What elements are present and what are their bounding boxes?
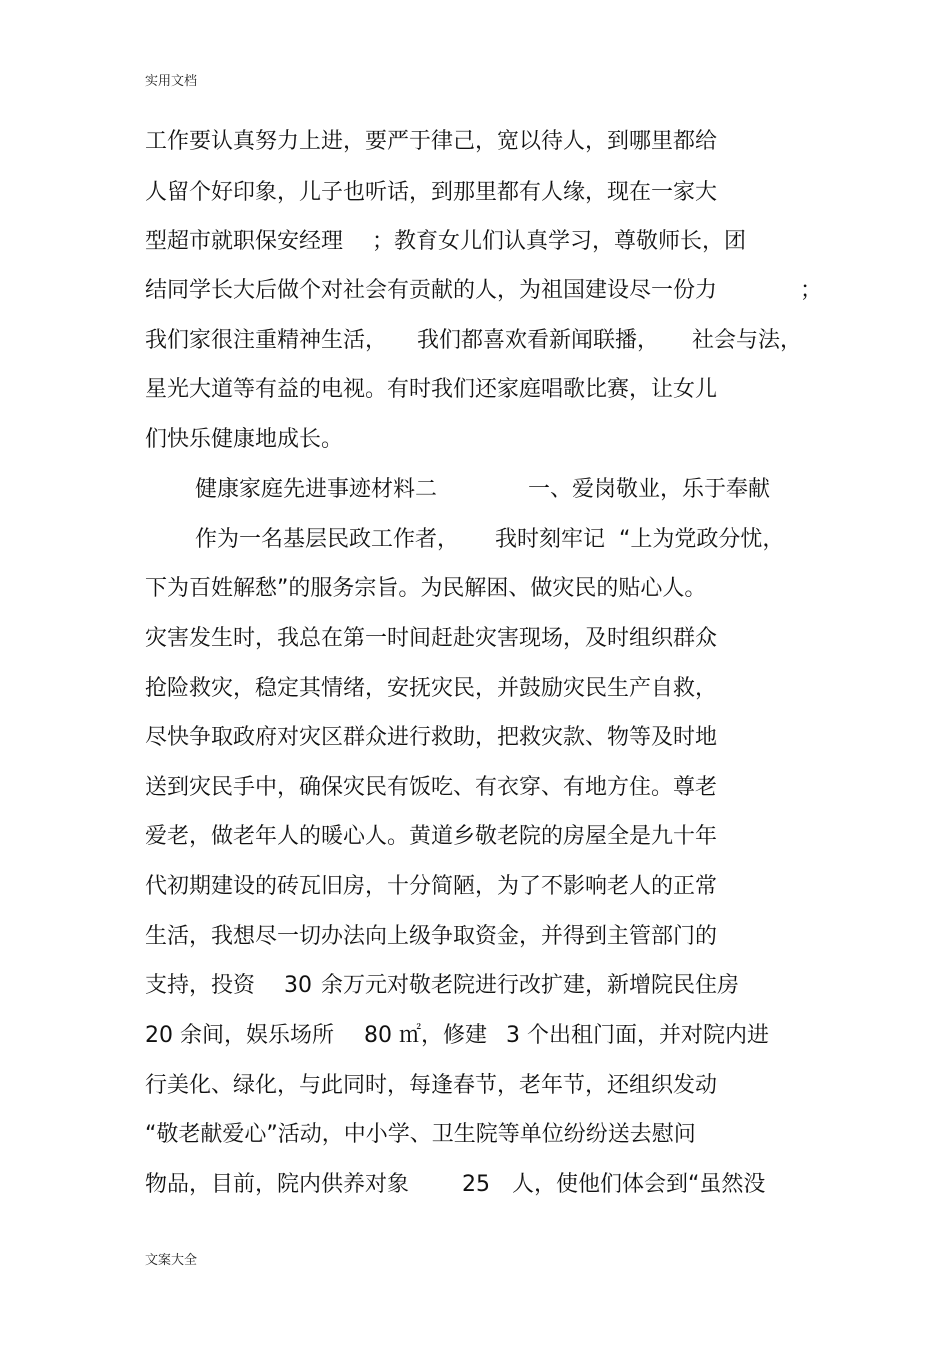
text-line: [0, 173, 950, 213]
text-segment: 3 个出租门面，并对院内进: [506, 1023, 769, 1048]
text-segment: 送到灾民手中，确保灾民有饭吃、有衣穿、有地方住。尊老: [145, 775, 718, 800]
text-line: [0, 619, 950, 659]
text-segment: 抢险救灾，稳定其情绪，安抚灾民，并鼓励灾民生产自救，: [145, 676, 718, 701]
text-line: [0, 768, 950, 808]
text-segment: 结同学长大后做个对社会有贡献的人，为祖国建设尽一份力: [145, 278, 718, 303]
text-segment: 作为一名基层民政工作者，: [195, 527, 460, 552]
text-segment: 余万元对敬老院进行改扩建，新增院民住房: [321, 973, 740, 998]
page-footer: 文案大全: [145, 1253, 198, 1268]
text-segment: 星光大道等有益的电视。有时我们还家庭唱歌比赛，让女儿: [145, 377, 718, 402]
text-segment: 80 ㎡，修建: [364, 1023, 487, 1048]
text-line: [0, 867, 950, 907]
text-line: [0, 1016, 950, 1056]
text-segment: 生活，我想尽一切办法向上级争取资金，并得到主管部门的: [145, 924, 718, 949]
text-segment: 20 余间，娱乐场所: [145, 1023, 334, 1048]
text-line: [0, 122, 950, 162]
text-line: [0, 966, 950, 1006]
text-segment: 行美化、绿化，与此同时，每逢春节，老年节，还组织发动: [145, 1073, 718, 1098]
text-segment: 爱老，做老年人的暖心人。黄道乡敬老院的房屋全是九十年: [145, 824, 718, 849]
text-segment: 们快乐健康地成长。: [145, 427, 344, 452]
text-segment: ；教育女儿们认真学习，尊敬师长，团: [372, 229, 747, 254]
text-segment: 代初期建设的砖瓦旧房，十分简陋，为了不影响老人的正常: [145, 874, 718, 899]
text-line: [0, 1115, 950, 1155]
page-header: 实用文档: [145, 74, 198, 89]
text-segment: 型超市就职保安经理: [145, 229, 344, 254]
text-segment: 灾害发生时，我总在第一时间赶赴灾害现场，及时组织群众: [145, 626, 718, 651]
text-line: [0, 1066, 950, 1106]
text-line: [0, 370, 950, 410]
text-segment: 我们都喜欢看新闻联播，: [417, 328, 660, 353]
text-segment: 工作要认真努力上进，要严于律己，宽以待人，到哪里都给: [145, 129, 718, 154]
text-line: [0, 718, 950, 758]
text-line: [0, 321, 950, 361]
text-line: [0, 520, 950, 560]
section-subtitle: 一、爱岗敬业，乐于奉献: [528, 477, 771, 502]
text-segment: 物品，目前，院内供养对象: [145, 1172, 410, 1197]
text-segment: 支持，投资: [145, 973, 256, 998]
text-segment: 尽快争取政府对灾区群众进行救助，把救灾款、物等及时地: [145, 725, 718, 750]
text-segment: 人，使他们体会到“虽然没: [512, 1172, 766, 1197]
text-line: [0, 271, 950, 311]
text-line: [0, 1165, 950, 1205]
text-line: [0, 569, 950, 609]
text-segment: “敬老献爱心”活动，中小学、卫生院等单位纷纷送去慰问: [145, 1122, 696, 1147]
text-segment: 我时刻牢记 “上为党政分忧，: [495, 527, 785, 552]
text-segment: 社会与法，: [692, 328, 803, 353]
text-segment: 我们家很注重精神生活，: [145, 328, 388, 353]
text-segment: 25: [462, 1172, 490, 1197]
text-line: [0, 222, 950, 262]
section-title: 健康家庭先进事迹材料二: [195, 477, 438, 502]
text-line: [0, 817, 950, 857]
text-segment: ；: [800, 278, 823, 303]
text-line: [0, 420, 950, 460]
text-segment: 人留个好印象，儿子也听话，到那里都有人缘，现在一家大: [145, 180, 718, 205]
text-line: [0, 917, 950, 957]
section-heading-line: [0, 470, 950, 510]
text-line: [0, 669, 950, 709]
text-segment: 30: [284, 973, 312, 998]
text-segment: 下为百姓解愁”的服务宗旨。为民解困、做灾民的贴心人。: [145, 576, 707, 601]
